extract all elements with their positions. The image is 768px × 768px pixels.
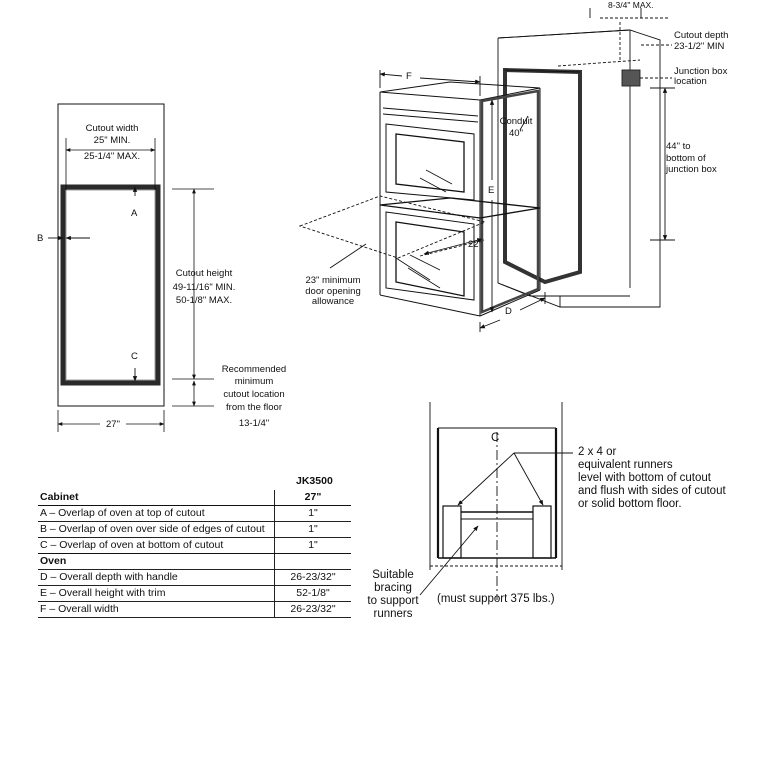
cutout-width-max: 25-1/4" MAX. bbox=[83, 151, 141, 162]
cabinet-outline bbox=[58, 104, 164, 406]
table-row bbox=[38, 506, 351, 522]
row-label: A – Overlap of oven at top of cutout bbox=[38, 506, 275, 522]
door-opening-line-3: allowance bbox=[311, 296, 355, 307]
junction-box-line-2: location bbox=[674, 76, 707, 87]
table-row bbox=[38, 586, 351, 602]
table-model: JK3500 bbox=[296, 475, 333, 487]
oven-frame-outline bbox=[63, 187, 158, 383]
rec-line-5: 13-1/4" bbox=[238, 418, 270, 429]
bracing-line-4: runners bbox=[373, 608, 413, 620]
section-oven-row bbox=[38, 554, 351, 570]
label-e: E bbox=[488, 185, 495, 196]
row-label: B – Overlap of oven over side of edges of cutout bbox=[38, 522, 275, 538]
table-row bbox=[38, 538, 351, 554]
bottom-jb-line-1: 44" to bbox=[666, 141, 691, 152]
width-bottom: 27" bbox=[106, 419, 120, 430]
door-opening-line-2: door opening bbox=[305, 286, 361, 297]
bracing-line-2: bracing bbox=[374, 582, 412, 594]
row-value: 52-1/8" bbox=[275, 586, 352, 602]
bottom-jb-line-3: junction box bbox=[666, 164, 717, 175]
section-value: 27" bbox=[275, 490, 352, 506]
label-a: A bbox=[131, 208, 138, 219]
runner-line-5: or solid bottom floor. bbox=[578, 498, 682, 510]
cutout-height-title: Cutout height bbox=[175, 268, 233, 279]
rec-line-1: Recommended bbox=[221, 364, 287, 375]
runner-line-1: 2 x 4 or bbox=[578, 446, 617, 458]
cutout-width-min: 25" MIN. bbox=[93, 135, 131, 146]
bracing-line-1: Suitable bbox=[372, 569, 414, 581]
cutout-width-title: Cutout width bbox=[85, 123, 139, 134]
centerline-label: C bbox=[491, 432, 500, 444]
label-b: B bbox=[37, 233, 44, 244]
row-label: E – Overall height with trim bbox=[38, 586, 275, 602]
table-row bbox=[38, 602, 351, 618]
section-name: Cabinet bbox=[38, 490, 275, 506]
top-dimension: 8-3/4" MAX. bbox=[608, 0, 654, 10]
conduit-line-2: 40" bbox=[509, 128, 523, 139]
oven-body bbox=[380, 72, 540, 316]
conduit-line-1: Conduit bbox=[499, 116, 533, 127]
row-value: 1" bbox=[275, 506, 352, 522]
label-f: F bbox=[406, 71, 412, 82]
junction-box-line-1: Junction box bbox=[674, 66, 728, 77]
section-cabinet-row bbox=[38, 490, 351, 506]
junction-box bbox=[622, 70, 640, 86]
cutout-height-min: 49-11/16" MIN. bbox=[172, 282, 236, 293]
runner-line-3: level with bottom of cutout bbox=[578, 472, 711, 484]
row-label: F – Overall width bbox=[38, 602, 275, 618]
label-c: C bbox=[131, 351, 138, 362]
spec-table bbox=[38, 490, 351, 618]
rec-line-4: from the floor bbox=[226, 402, 282, 413]
table-row bbox=[38, 522, 351, 538]
runner-line-4: and flush with sides of cutout bbox=[578, 485, 726, 497]
cutout-depth-title: Cutout depth bbox=[674, 30, 729, 41]
runner-line-2: equivalent runners bbox=[578, 459, 673, 471]
section-value bbox=[275, 554, 352, 570]
row-value: 26-23/32" bbox=[275, 602, 352, 618]
row-value: 1" bbox=[275, 522, 352, 538]
section-name: Oven bbox=[38, 554, 275, 570]
dim-22: 22" bbox=[468, 239, 482, 250]
row-value: 26-23/32" bbox=[275, 570, 352, 586]
rec-line-2: minimum bbox=[234, 376, 274, 387]
row-label: C – Overlap of oven at bottom of cutout bbox=[38, 538, 275, 554]
row-value: 1" bbox=[275, 538, 352, 554]
support-note: (must support 375 lbs.) bbox=[437, 593, 555, 605]
door-opening-line-1: 23" minimum bbox=[305, 275, 361, 286]
rec-line-3: cutout location bbox=[223, 389, 285, 400]
row-label: D – Overall depth with handle bbox=[38, 570, 275, 586]
table-row bbox=[38, 570, 351, 586]
cutout-height-max: 50-1/8" MAX. bbox=[175, 295, 233, 306]
bracing-line-3: to support bbox=[367, 595, 419, 607]
label-d: D bbox=[505, 306, 512, 317]
cutout-depth-value: 23-1/2" MIN bbox=[674, 41, 725, 52]
bottom-jb-line-2: bottom of bbox=[666, 153, 706, 164]
